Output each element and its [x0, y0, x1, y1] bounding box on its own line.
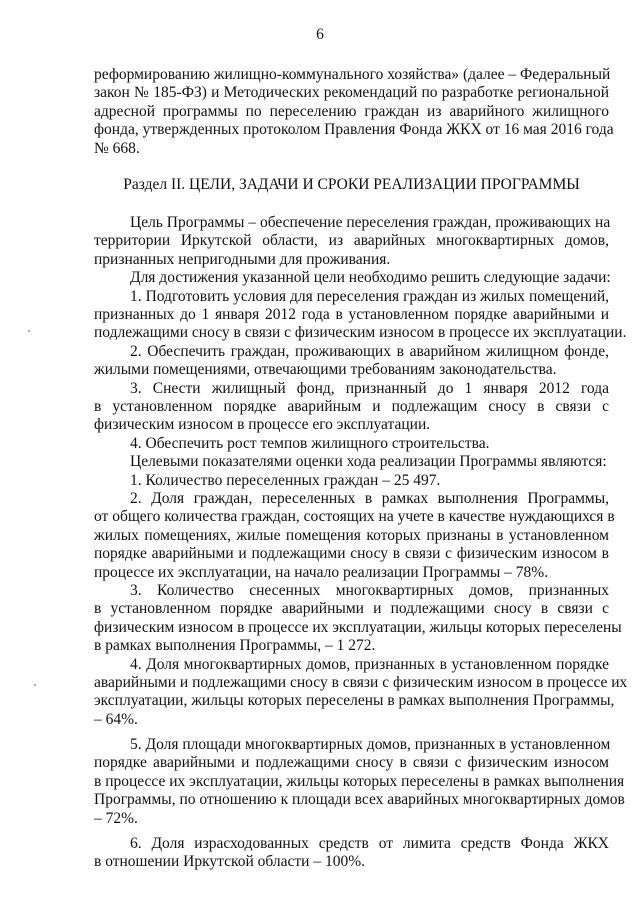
scan-speck — [34, 684, 36, 686]
task-line: подлежащими сносу в связи с физическим износом в процессе их эксплуатации. — [94, 324, 627, 342]
indicator-line: в отношении Иркутской области – 100%. — [94, 853, 365, 871]
tasks-intro: Для достижения указанной цели необходимо решить следующие задачи: — [130, 269, 611, 287]
intro-line: фонда, утвержденных протоколом Правления Фонда ЖКХ от 16 мая 2016 года — [94, 121, 614, 139]
task-line: 2. Обеспечить граждан, проживающих в аварийном жилищном фонде, — [130, 342, 609, 360]
indicator-line: – 72%. — [94, 809, 138, 827]
indicator-line: аварийными и подлежащими сносу в связи с физическим износом в процессе их — [94, 674, 628, 691]
section-heading: Раздел II. ЦЕЛИ, ЗАДАЧИ И СРОКИ РЕАЛИЗАЦИИ ПРОГРАММЫ — [123, 176, 580, 193]
page-number: 6 — [316, 26, 324, 43]
indicator-line: 2. Доля граждан, переселенных в рамках выполнения Программы, — [130, 490, 609, 507]
task-line: жилыми помещениями, отвечающими требованиям законодательства. — [94, 361, 557, 379]
indicator-line: 6. Доля израсходованных средств от лимита средств Фонда ЖКХ — [130, 835, 609, 852]
indicator-line: жилых помещениях, жилые помещения которых признаны в установленном — [94, 526, 609, 544]
intro-line: закон № 185-ФЗ) и Методических рекомендаций по разработке региональной — [94, 84, 609, 102]
intro-line: № 668. — [94, 139, 140, 157]
indicator-line: 1. Количество переселенных граждан – 25 497. — [130, 471, 441, 489]
indicator-line: 5. Доля площади многоквартирных домов, признанных в установленном — [130, 736, 611, 753]
indicator-line: физическим износом в процессе их эксплуатации, жильцы которых переселены — [94, 618, 622, 636]
task-line: признанных до 1 января 2012 года в установленном порядке аварийными и — [94, 306, 609, 323]
goal-line: признанных непригодными для проживания. — [94, 250, 391, 268]
task-line: 1. Подготовить условия для переселения граждан из жилых помещений, — [130, 287, 609, 305]
task-line: в установленном порядке аварийным и подлежащим сносу в связи с — [94, 398, 609, 415]
indicator-line: 4. Доля многоквартирных домов, признанных в установленном порядке — [130, 655, 609, 673]
indicator-line: в процессе их эксплуатации, жильцы которых переселены в рамках выполнения — [94, 772, 625, 790]
indicator-line: 3. Количество снесенных многоквартирных домов, признанных — [130, 582, 609, 599]
indicator-line: – 64%. — [94, 710, 138, 728]
task-line: 3. Снести жилищный фонд, признанный до 1 января 2012 года — [130, 379, 609, 397]
indicator-line: Программы, по отношению к площади всех аварийных многоквартирных домов — [94, 791, 625, 809]
scan-speck — [28, 330, 30, 332]
task-line: 4. Обеспечить рост темпов жилищного строительства. — [130, 434, 490, 452]
indicator-line: процессе их эксплуатации, на начало реализации Программы – 78%. — [94, 563, 549, 581]
intro-line: реформированию жилищно-коммунального хозяйства» (далее – Федеральный — [94, 66, 611, 83]
task-line: физическим износом в процессе его эксплуатации. — [94, 416, 431, 434]
intro-line: адресной программы по переселению граждан из аварийного жилищного — [94, 102, 609, 120]
goal-line: территории Иркутской области, из аварийных многоквартирных домов, — [94, 232, 609, 250]
indicator-line: порядке аварийными и подлежащими сносу в связи с физическим износом — [94, 754, 609, 772]
goal-line: Цель Программы – обеспечение переселения граждан, проживающих на — [130, 214, 611, 231]
indicator-line: от общего количества граждан, состоящих на учете в качестве нуждающихся в — [94, 508, 615, 526]
indicator-line: в рамках выполнения Программы, – 1 272. — [94, 637, 376, 655]
indicator-line: порядке аварийными и подлежащими сносу в связи с физическим износом в — [94, 545, 609, 563]
indicators-intro: Целевыми показателями оценки хода реализации Программы являются: — [130, 453, 607, 471]
indicator-line: в установленном порядке аварийными и подлежащими сносу в связи с — [94, 600, 609, 618]
indicator-line: эксплуатации, жильцы которых переселены в рамках выполнения Программы, — [94, 692, 615, 710]
